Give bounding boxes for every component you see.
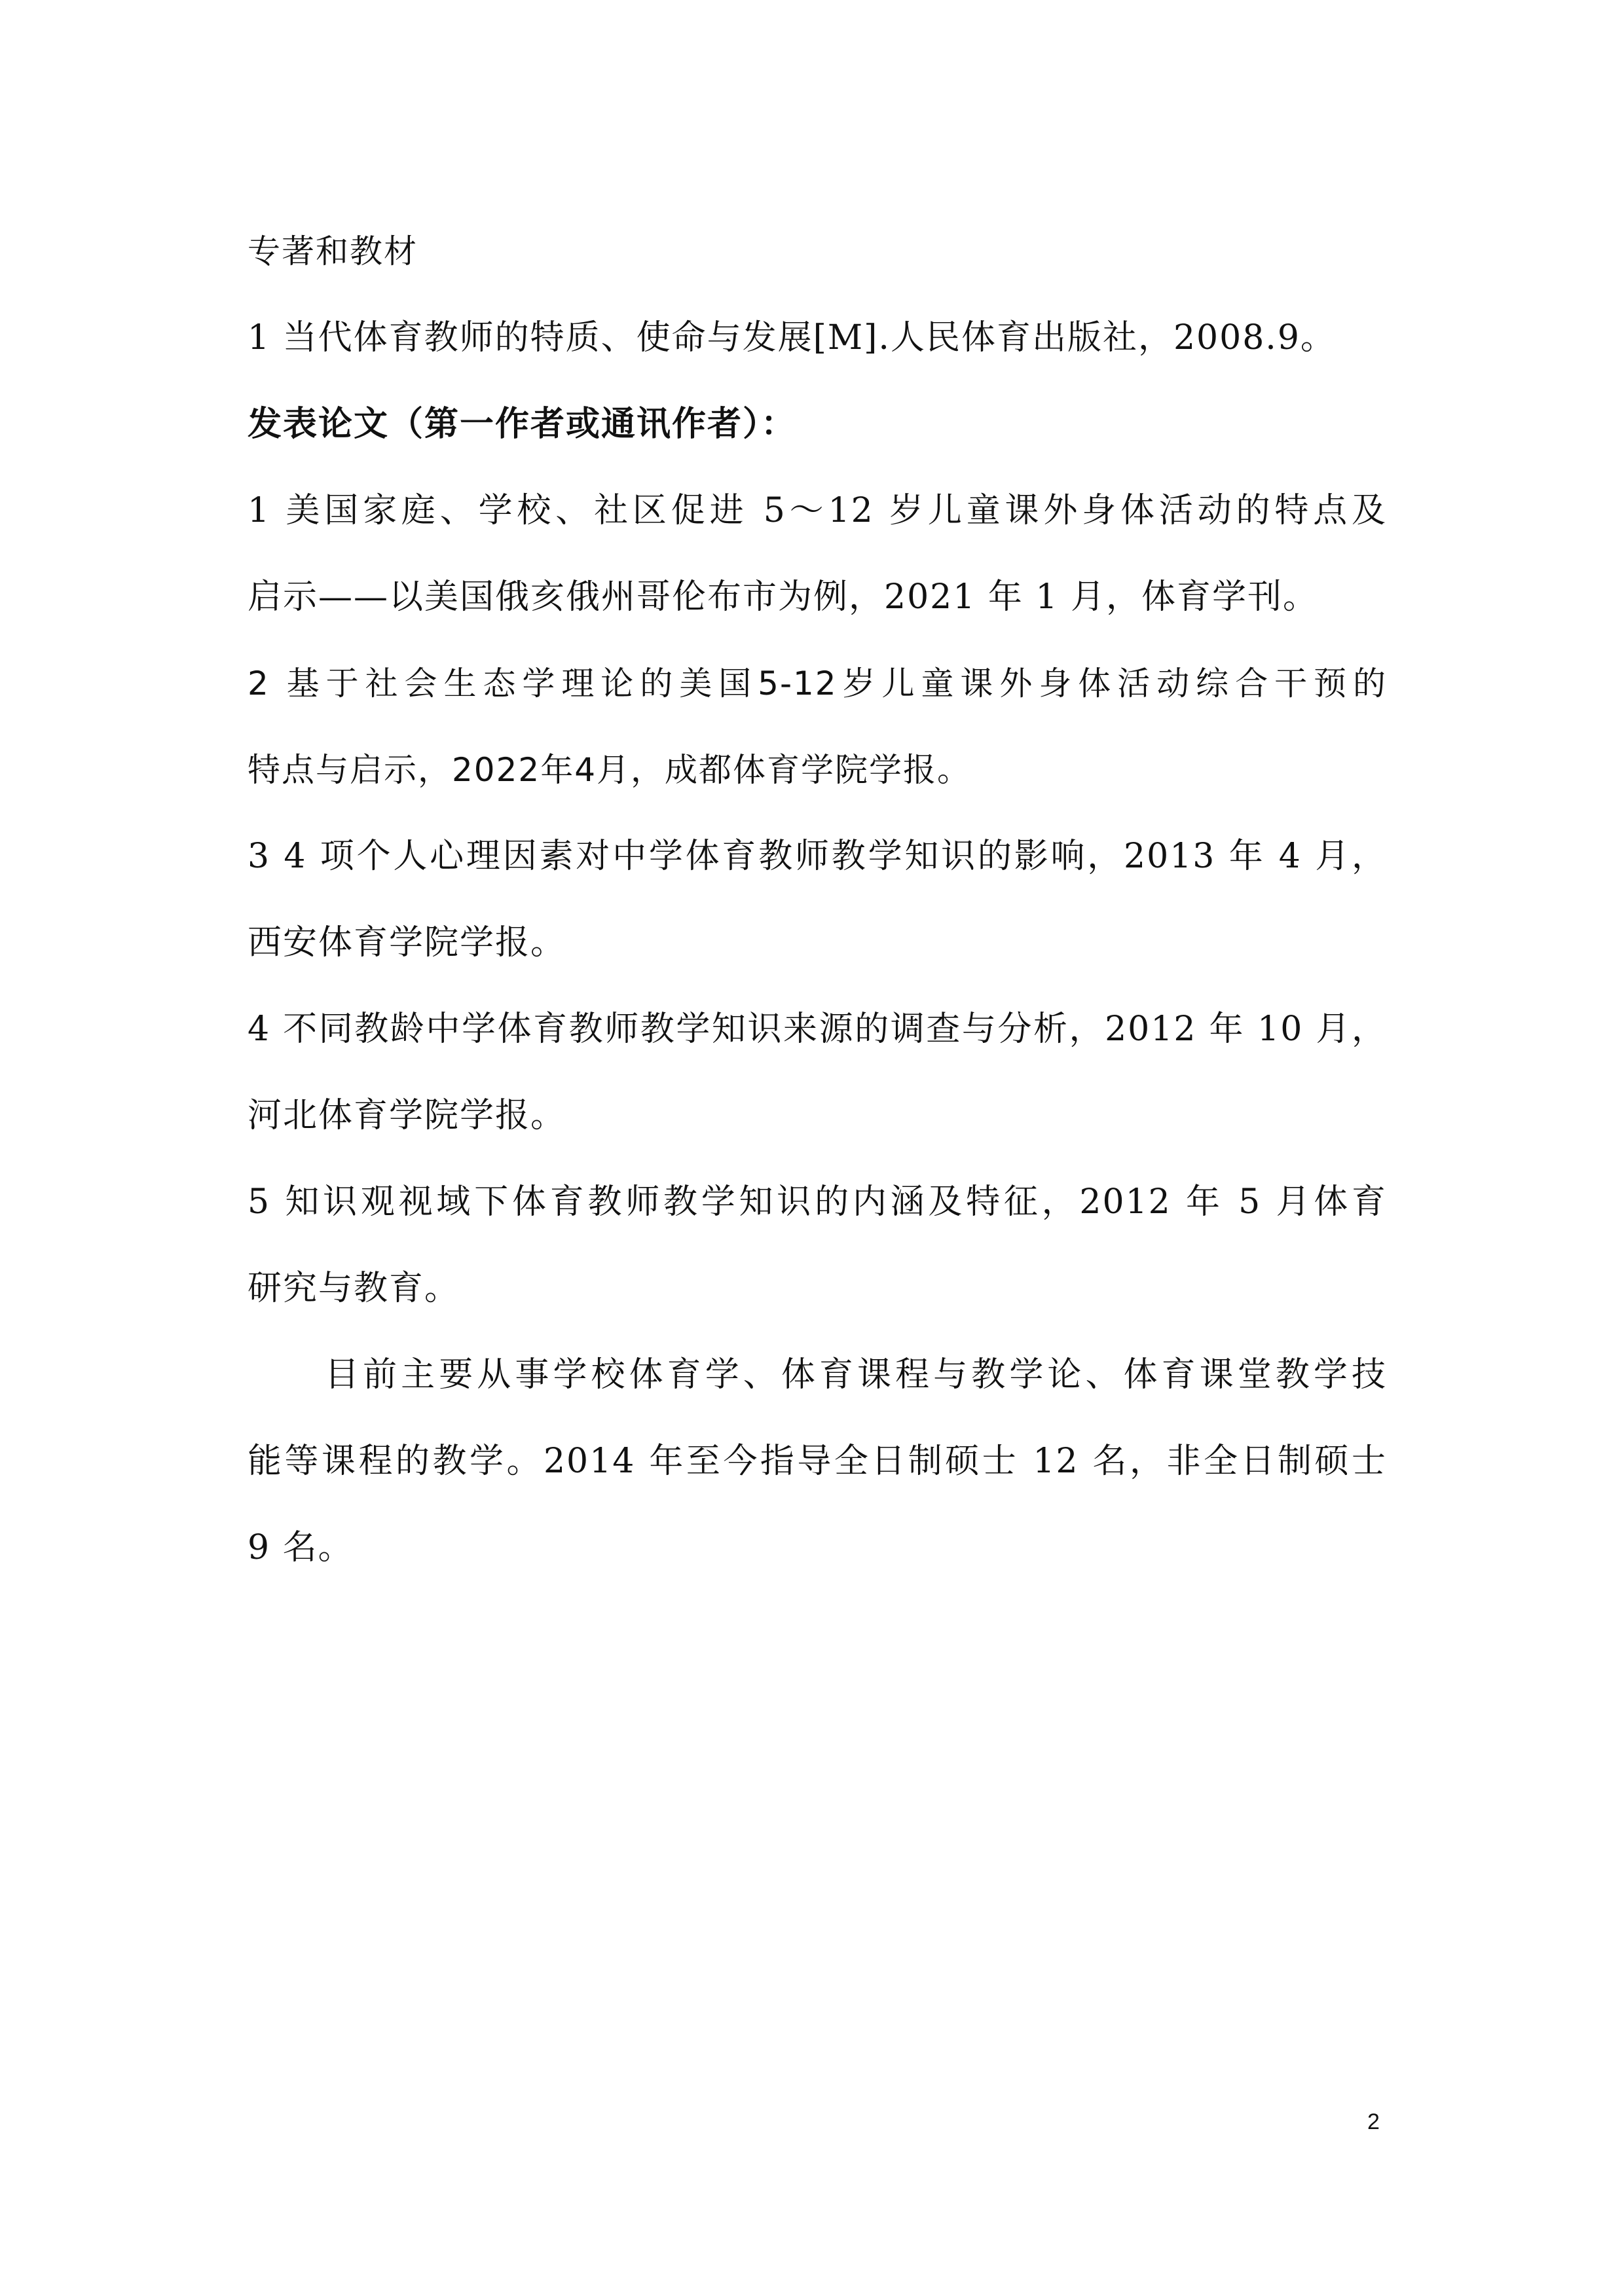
paper-item-line: 研究与教育。 bbox=[248, 1269, 460, 1308]
paper-item bbox=[248, 813, 1387, 986]
summary-line: 9 名。 bbox=[248, 1528, 354, 1567]
paper-item-line: 西安体育学院学报。 bbox=[248, 923, 566, 962]
paper-item bbox=[248, 1159, 1387, 1332]
summary-line: 目前主要从事学校体育学、体育课程与教学论、体育课堂教学技 bbox=[325, 1355, 1387, 1394]
page-number: 2 bbox=[1367, 2109, 1380, 2134]
paper-item bbox=[248, 467, 1387, 640]
paper-item-line: 3 4 项个人心理因素对中学体育教师教学知识的影响，2013 年 4 月， bbox=[248, 837, 1387, 876]
paper-item-line: 1 美国家庭、学校、社区促进 5～12 岁儿童课外身体活动的特点及 bbox=[248, 491, 1387, 530]
summary-paragraph bbox=[248, 1332, 1387, 1591]
summary-line: 能等课程的教学。2014 年至今指导全日制硕士 12 名，非全日制硕士 bbox=[248, 1442, 1387, 1481]
paper-item bbox=[248, 640, 1387, 813]
paper-item-line: 河北体育学院学报。 bbox=[248, 1096, 566, 1135]
book-item: 1 当代体育教师的特质、使命与发展[M].人民体育出版社，2008.9。 bbox=[248, 318, 1336, 357]
paper-item-line: 4 不同教龄中学体育教师教学知识来源的调查与分析，2012 年 10 月， bbox=[248, 1010, 1387, 1049]
paper-item bbox=[248, 986, 1387, 1159]
paper-item-line: 启示——以美国俄亥俄州哥伦布市为例，2021 年 1 月，体育学刊。 bbox=[248, 577, 1319, 617]
paper-item-line: 2 基于社会生态学理论的美国5-12岁儿童课外身体活动综合干预的 bbox=[248, 665, 1387, 702]
paper-item-line: 5 知识观视域下体育教师教学知识的内涵及特征，2012 年 5 月体育 bbox=[248, 1182, 1387, 1222]
books-section-heading: 专著和教材 bbox=[248, 232, 418, 270]
paper-item-line: 特点与启示，2022年4月，成都体育学院学报。 bbox=[248, 751, 972, 789]
papers-section-heading: 发表论文（第一作者或通讯作者）： bbox=[248, 405, 797, 444]
document-body bbox=[248, 208, 1387, 1591]
